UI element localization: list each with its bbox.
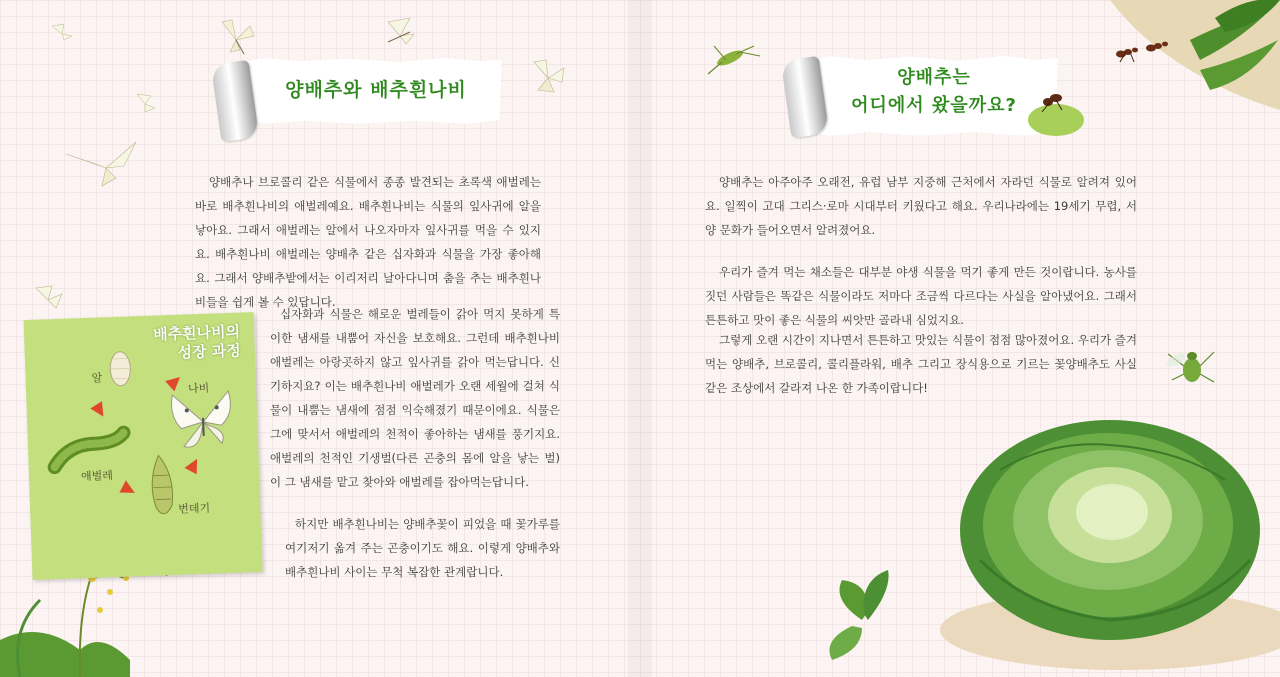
life-cycle-title-line2: 성장 과정 — [177, 341, 242, 362]
butterfly-icon — [52, 24, 72, 40]
grasshopper-icon — [708, 46, 760, 74]
pupa-label: 번데기 — [178, 501, 211, 516]
right-page-title — [820, 64, 1048, 120]
ground-corner — [1110, 0, 1280, 110]
butterfly-icon — [66, 142, 136, 186]
left-paragraph-3: 하지만 배추흰나비는 양배추꽃이 피었을 때 꽃가루를 여기저기 옮겨 주는 곤충이기도 해요. 이렇게 양배추와 배추흰나비 사이는 무척 복잡한 관계랍니다. — [285, 517, 560, 579]
butterfly-icon — [137, 94, 155, 112]
egg-label: 알 — [91, 371, 103, 385]
egg-icon — [110, 351, 131, 386]
right-page-title-line1: 양배추는 — [897, 67, 971, 88]
right-page-title-line2: 어디에서 왔을까요? — [851, 95, 1017, 116]
pupa-icon — [151, 455, 173, 514]
lily-pad-with-ant — [1020, 80, 1090, 140]
left-paragraph-1: 양배추나 브로콜리 같은 식물에서 종종 발견되는 초록색 애벌레는 바로 배추흰나비의 애벌레예요. 배추흰나비는 식물의 잎사귀에 알을 낳아요. 그래서 애벌레는 알에서 나오자마자 잎사귀를 먹을 수 있지요. 배추흰나비 애벌레는 양배추 같은 십자화과 식물을 가장 좋아해요. 그래서 양배추밭에서는 이리저리 날아다니며 춤을 추는 배추흰나비들을 쉽게 볼 수 있답니다. — [195, 175, 541, 309]
caterpillar-icon — [54, 433, 125, 467]
arrow-icon: ▼ — [182, 453, 205, 479]
dandelion-illustration — [0, 574, 130, 677]
butterfly-icon — [36, 286, 62, 308]
beetle-icon — [1165, 351, 1214, 382]
butterfly-label: 나비 — [187, 381, 210, 396]
right-paragraph-1: 양배추는 아주아주 오래전, 유럽 남부 지중해 근처에서 자라던 식물로 알려져 있어요. 일찍이 고대 그리스·로마 시대부터 키웠다고 해요. 우리나라에는 19세기 무렵, 서양 문화가 들어오면서 알려졌어요. — [705, 175, 1137, 237]
left-paragraph-2: 십자화과 식물은 해로운 벌레들이 갉아 먹지 못하게 특이한 냄새를 내뿜어 자신을 보호해요. 그런데 배추흰나비 애벌레는 아랑곳하지 않고 잎사귀를 갉아 먹는답니다. 신기하지요? 이는 배추흰나비 애벌레가 오랜 세월에 걸쳐 식물이 내뿜는 냄새에 점점 익숙해졌기 때문이에요. 식물은 그에 맞서서 애벌레의 천적이 좋아하는 냄새를 풍기지요. 애벌레의 천적인 기생벌(다른 곤충의 몸에 알을 낳는 벌)이 그 냄새를 맡고 찾아와 애벌레를 잡아먹는답니다. — [270, 307, 560, 489]
arrow-icon: ▼ — [87, 397, 111, 423]
cabbage-illustration — [940, 420, 1280, 670]
arrow-icon: ▼ — [115, 478, 141, 501]
arrow-icon: ▼ — [161, 370, 187, 395]
life-cycle-diagram — [24, 312, 263, 580]
life-cycle-title-line1: 배추흰나비의 — [152, 322, 241, 344]
page-spine — [628, 0, 652, 677]
butterfly-icon — [222, 20, 254, 54]
cabbage-white-butterfly-icon — [171, 391, 232, 448]
larva-label: 애벌레 — [80, 469, 114, 484]
right-paragraph-2: 우리가 즐겨 먹는 채소들은 대부분 야생 식물을 먹기 좋게 만든 것이랍니다. 농사를 짓던 사람들은 똑같은 식물이라도 저마다 조금씩 다르다는 사실을 알아냈어요. 그래서 튼튼하고 맛이 좋은 식물의 씨앗만 골라내 심었지요. — [705, 265, 1137, 327]
left-page-title: 양배추와 배추흰나비 — [285, 79, 467, 101]
right-paragraph-3: 그렇게 오랜 시간이 지나면서 튼튼하고 맛있는 식물이 점점 많아졌어요. 우리가 즐겨 먹는 양배추, 브로콜리, 콜리플라워, 배추 그리고 장식용으로 기르는 꽃양배추도 사실 같은 조상에서 갈라져 나온 한 가족이랍니다! — [705, 333, 1137, 395]
butterfly-icon — [534, 60, 564, 92]
seedling-icon — [830, 570, 889, 660]
ant-icon — [1116, 48, 1138, 62]
butterfly-icon — [388, 18, 414, 44]
life-cycle-card — [24, 312, 263, 580]
